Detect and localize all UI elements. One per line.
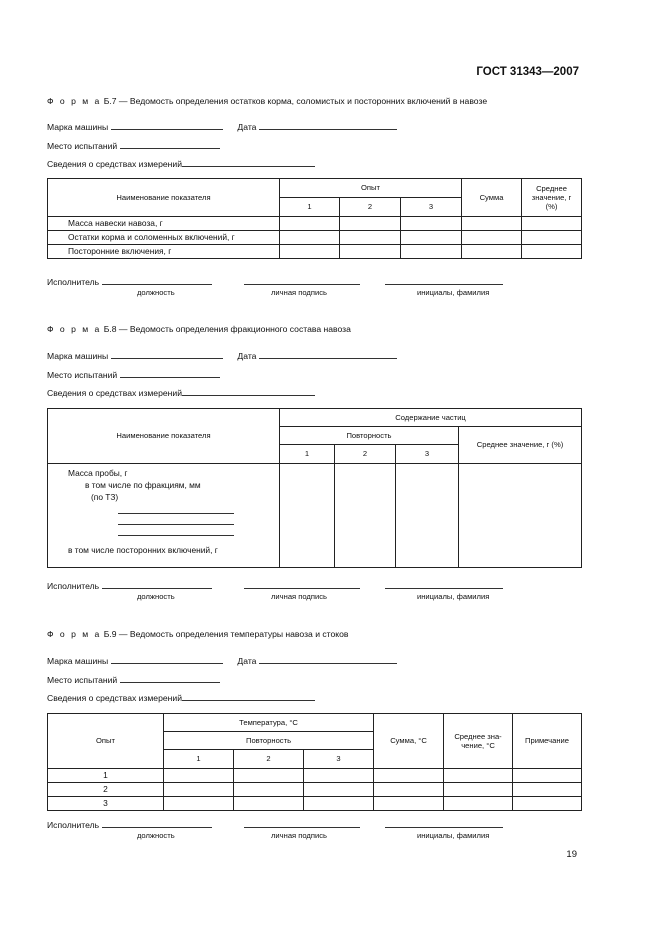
form7-title-word: Ф о р м а	[47, 96, 102, 106]
form8-row-mass: Масса пробы, г	[68, 468, 128, 478]
position-field[interactable]	[102, 818, 212, 828]
machine-label: Марка машины	[47, 122, 109, 132]
signature-field[interactable]	[244, 275, 360, 285]
form8-title-word: Ф о р м а	[47, 324, 102, 334]
place-field[interactable]	[120, 368, 220, 378]
form9-col-repeat: Повторность	[164, 732, 374, 750]
form7-title	[47, 96, 487, 106]
form9-col-mean	[444, 714, 513, 769]
form9-col-n1: 1	[164, 750, 234, 769]
position-field[interactable]	[102, 579, 212, 589]
place-label: Место испытаний	[47, 675, 118, 685]
form9-machine-line	[47, 654, 397, 666]
place-field[interactable]	[120, 139, 220, 149]
form8-instruments-line	[47, 386, 315, 398]
caption-position: должность	[137, 288, 175, 297]
form7-instruments-line	[47, 157, 315, 169]
performer-label: Исполнитель	[47, 820, 100, 830]
caption-initials: инициалы, фамилия	[417, 592, 490, 601]
form9-instruments-line	[47, 691, 315, 703]
table-cell[interactable]	[280, 245, 340, 259]
position-field[interactable]	[102, 275, 212, 285]
table-cell[interactable]	[513, 769, 582, 783]
form9-col-n2: 2	[234, 750, 304, 769]
form9-col-temp: Температура, °С	[164, 714, 374, 732]
date-field[interactable]	[259, 120, 397, 130]
form7-col-n3: 3	[401, 198, 462, 217]
table-cell[interactable]	[234, 797, 304, 811]
date-label: Дата	[237, 351, 257, 361]
form7-col-mean: Среднее значение, г (%)	[522, 179, 582, 217]
form8-title	[47, 324, 351, 334]
form7-row-label: Остатки корма и соломенных включений, г	[48, 231, 280, 245]
instruments-label: Сведения о средствах измерений	[47, 693, 182, 703]
form8-title-text: Б.8 — Ведомость определения фракционного состава навоза	[101, 324, 351, 334]
form7-table	[47, 178, 582, 259]
initials-field[interactable]	[385, 818, 503, 828]
signature-field[interactable]	[244, 579, 360, 589]
table-cell[interactable]	[513, 797, 582, 811]
form9-col-mean-line1: Среднее зна-	[454, 731, 502, 741]
form8-row-fractions-ref: (по ТЗ)	[91, 492, 119, 502]
table-cell[interactable]	[280, 231, 340, 245]
table-cell[interactable]	[164, 769, 234, 783]
date-label: Дата	[237, 122, 257, 132]
form7-performer-line	[47, 275, 503, 287]
date-field[interactable]	[259, 349, 397, 359]
table-cell[interactable]	[444, 797, 513, 811]
instruments-field[interactable]	[182, 691, 315, 701]
table-cell[interactable]	[304, 783, 374, 797]
form9-performer-line	[47, 818, 503, 830]
form9-col-note: Примечание	[513, 714, 582, 769]
machine-field[interactable]	[111, 120, 223, 130]
place-label: Место испытаний	[47, 370, 118, 380]
table-cell[interactable]	[401, 245, 462, 259]
caption-position: должность	[137, 592, 175, 601]
caption-signature: личная подпись	[271, 288, 327, 297]
table-cell[interactable]	[340, 245, 401, 259]
standard-number: ГОСТ 31343—2007	[476, 66, 579, 78]
place-label: Место испытаний	[47, 141, 118, 151]
initials-field[interactable]	[385, 579, 503, 589]
table-cell[interactable]	[374, 797, 444, 811]
performer-label: Исполнитель	[47, 277, 100, 287]
table-cell[interactable]	[444, 783, 513, 797]
table-cell[interactable]	[462, 217, 522, 231]
form8-col-mean: Среднее значение, г (%)	[459, 427, 582, 464]
form7-row-label: Посторонние включения, г	[48, 245, 280, 259]
form7-col-sum: Сумма	[462, 179, 522, 217]
form8-performer-line	[47, 579, 503, 591]
caption-signature: личная подпись	[271, 831, 327, 840]
instruments-label: Сведения о средствах измерений	[47, 388, 182, 398]
form8-col-repeat: Повторность	[280, 427, 459, 445]
form7-place-line	[47, 139, 220, 151]
form9-row-number: 3	[48, 797, 164, 811]
form8-mass-cell	[48, 464, 280, 568]
date-label: Дата	[237, 656, 257, 666]
table-cell[interactable]	[340, 231, 401, 245]
form9-row-number: 1	[48, 769, 164, 783]
form7-col-indicator: Наименование показателя	[48, 179, 280, 217]
machine-field[interactable]	[111, 349, 223, 359]
table-cell[interactable]	[335, 464, 396, 568]
table-cell[interactable]	[164, 783, 234, 797]
caption-signature: личная подпись	[271, 592, 327, 601]
form8-col-n1: 1	[280, 445, 335, 464]
machine-field[interactable]	[111, 654, 223, 664]
form8-row-foreign: в том числе посторонних включений, г	[68, 545, 218, 555]
caption-initials: инициалы, фамилия	[417, 831, 490, 840]
table-cell[interactable]	[522, 231, 582, 245]
machine-label: Марка машины	[47, 656, 109, 666]
initials-field[interactable]	[385, 275, 503, 285]
signature-field[interactable]	[244, 818, 360, 828]
form9-place-line	[47, 673, 220, 685]
form8-row-fractions: в том числе по фракциям, мм	[85, 480, 201, 490]
caption-position: должность	[137, 831, 175, 840]
form9-row-number: 2	[48, 783, 164, 797]
table-cell[interactable]	[401, 231, 462, 245]
instruments-field[interactable]	[182, 157, 315, 167]
place-field[interactable]	[120, 673, 220, 683]
performer-label: Исполнитель	[47, 581, 100, 591]
table-cell[interactable]	[459, 464, 582, 568]
form7-row-label: Масса навески навоза, г	[48, 217, 280, 231]
form7-col-n1: 1	[280, 198, 340, 217]
table-cell[interactable]	[164, 797, 234, 811]
page-number: 19	[566, 849, 577, 860]
form8-place-line	[47, 368, 220, 380]
form8-table	[47, 408, 582, 568]
form9-col-n3: 3	[304, 750, 374, 769]
table-cell[interactable]	[374, 783, 444, 797]
table-cell[interactable]	[522, 217, 582, 231]
form7-title-text: Б.7 — Ведомость определения остатков корма, соломистых и посторонних включений в навозе	[101, 96, 488, 106]
form9-title-word: Ф о р м а	[47, 629, 102, 639]
form8-col-n3: 3	[396, 445, 459, 464]
form8-col-content: Содержание частиц	[280, 409, 582, 427]
instruments-field[interactable]	[182, 386, 315, 396]
form9-col-mean-line2: чение, °С	[461, 741, 495, 750]
form9-title-text: Б.9 — Ведомость определения температуры навоза и стоков	[101, 629, 349, 639]
table-cell[interactable]	[401, 217, 462, 231]
table-cell[interactable]	[444, 769, 513, 783]
table-cell[interactable]	[304, 769, 374, 783]
form9-col-sum: Сумма, °С	[374, 714, 444, 769]
table-cell[interactable]	[522, 245, 582, 259]
machine-label: Марка машины	[47, 351, 109, 361]
form7-col-n2: 2	[340, 198, 401, 217]
table-cell[interactable]	[234, 769, 304, 783]
fraction-blank-line[interactable]	[118, 525, 234, 536]
form9-title	[47, 629, 349, 639]
form8-col-n2: 2	[335, 445, 396, 464]
form8-col-indicator: Наименование показателя	[48, 409, 280, 464]
table-cell[interactable]	[513, 783, 582, 797]
form9-table	[47, 713, 582, 811]
table-cell[interactable]	[374, 769, 444, 783]
fraction-blank-line[interactable]	[118, 514, 234, 525]
date-field[interactable]	[259, 654, 397, 664]
instruments-label: Сведения о средствах измерений	[47, 159, 182, 169]
form7-machine-line	[47, 120, 397, 132]
caption-initials: инициалы, фамилия	[417, 288, 490, 297]
table-cell[interactable]	[280, 464, 335, 568]
table-cell[interactable]	[462, 245, 522, 259]
table-cell[interactable]	[396, 464, 459, 568]
form7-col-experience: Опыт	[280, 179, 462, 198]
table-cell[interactable]	[234, 783, 304, 797]
table-cell[interactable]	[462, 231, 522, 245]
table-cell[interactable]	[340, 217, 401, 231]
fraction-blank-line[interactable]	[118, 503, 234, 514]
table-cell[interactable]	[304, 797, 374, 811]
form8-machine-line	[47, 349, 397, 361]
form9-col-experience: Опыт	[48, 714, 164, 769]
table-cell[interactable]	[280, 217, 340, 231]
